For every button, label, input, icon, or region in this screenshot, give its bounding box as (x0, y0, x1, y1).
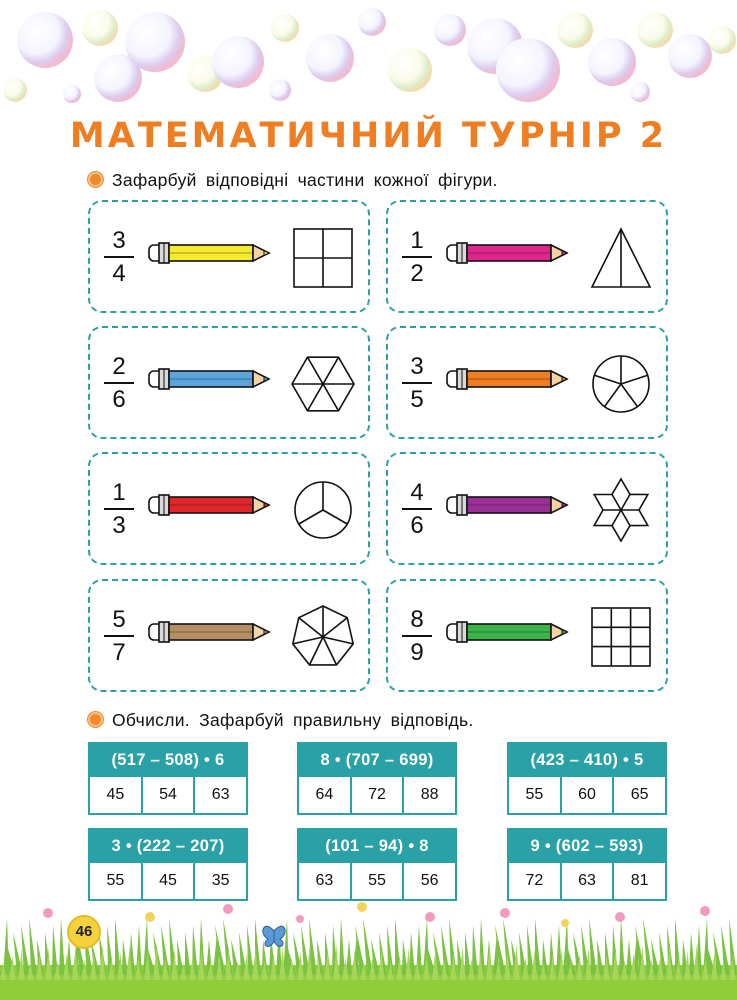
fraction-denominator: 2 (410, 260, 424, 287)
fraction-numerator: 4 (410, 479, 424, 506)
answer-option[interactable]: 63 (315, 872, 334, 889)
fraction-bar (402, 382, 432, 384)
fraction-card (88, 579, 370, 692)
fraction-card (88, 200, 370, 313)
fraction-numerator: 8 (410, 606, 424, 633)
fraction-card (386, 200, 668, 313)
fraction (402, 227, 432, 287)
exercise-box (507, 828, 667, 901)
fraction-numerator: 5 (112, 606, 126, 633)
answer-row (90, 863, 246, 899)
exercise-box (88, 828, 248, 901)
exercise-box (88, 742, 248, 815)
exercise-box (507, 742, 667, 815)
pencil-icon (148, 240, 276, 266)
fraction-denominator: 9 (410, 639, 424, 666)
grass-decoration (0, 895, 737, 1000)
fraction-denominator: 3 (112, 512, 126, 539)
fraction-numerator: 3 (112, 227, 126, 254)
answer-option[interactable]: 64 (315, 786, 334, 803)
answer-option[interactable]: 72 (525, 872, 544, 889)
exercise-expression: 9 • (602 – 593) (509, 830, 665, 863)
circle-5-shape-icon[interactable] (588, 351, 654, 417)
fraction (402, 479, 432, 539)
fraction-bar (104, 635, 134, 637)
fraction-numerator: 3 (410, 353, 424, 380)
answer-option[interactable]: 45 (106, 786, 125, 803)
triangle-2-shape-icon[interactable] (588, 225, 654, 291)
answer-row (509, 863, 665, 899)
exercise-expression: 8 • (707 – 699) (299, 744, 455, 777)
answer-option[interactable]: 81 (612, 863, 665, 899)
circle-3-shape-icon[interactable] (290, 477, 356, 543)
exercise-expression: (517 – 508) • 6 (90, 744, 246, 777)
fraction-denominator: 7 (112, 639, 126, 666)
pencil-icon (148, 492, 276, 518)
answer-option[interactable]: 35 (193, 863, 246, 899)
fraction-bar (402, 256, 432, 258)
exercise-box (297, 828, 457, 901)
page-number: 46 (67, 915, 101, 949)
exercise-box (297, 742, 457, 815)
task1-instruction (88, 170, 498, 191)
answer-option[interactable]: 55 (525, 786, 544, 803)
bullet-icon (88, 712, 103, 727)
fraction (104, 227, 134, 287)
butterfly-icon (263, 926, 285, 946)
fraction (104, 606, 134, 666)
bullet-icon (88, 172, 103, 187)
task1-instruction-text: Зафарбуй відповідні частини кожної фігури. (112, 170, 498, 190)
answer-row (299, 863, 455, 899)
fraction-card (386, 452, 668, 565)
task2-instruction (88, 710, 474, 731)
fraction-card (386, 326, 668, 439)
answer-option[interactable]: 63 (560, 863, 613, 899)
answer-row (90, 777, 246, 813)
fraction-card (386, 579, 668, 692)
answer-option[interactable]: 55 (106, 872, 125, 889)
pencil-icon (148, 619, 276, 645)
pencil-icon (446, 619, 574, 645)
fraction-bar (104, 256, 134, 258)
answer-option[interactable]: 55 (350, 863, 403, 899)
fraction-numerator: 2 (112, 353, 126, 380)
flowers-icon (43, 902, 710, 927)
fraction (104, 479, 134, 539)
page-title: МАТЕМАТИЧНИЙ ТУРНІР 2 (69, 116, 668, 156)
pencil-icon (148, 366, 276, 392)
exercise-expression: 3 • (222 – 207) (90, 830, 246, 863)
heptagon-7-shape-icon[interactable] (290, 604, 356, 670)
fraction-denominator: 6 (112, 386, 126, 413)
star-6-shape-icon[interactable] (588, 477, 654, 543)
fraction-numerator: 1 (410, 227, 424, 254)
answer-option[interactable]: 45 (141, 863, 194, 899)
hexagon-6-shape-icon[interactable] (290, 351, 356, 417)
exercise-expression: (101 – 94) • 8 (299, 830, 455, 863)
fraction-bar (402, 508, 432, 510)
fraction-bar (104, 382, 134, 384)
exercise-expression: (423 – 410) • 5 (509, 744, 665, 777)
pencil-icon (446, 492, 574, 518)
fraction (402, 353, 432, 413)
fraction-bar (402, 635, 432, 637)
bubbles-decoration (0, 0, 737, 110)
fraction (104, 353, 134, 413)
answer-option[interactable]: 63 (193, 777, 246, 813)
fraction-denominator: 6 (410, 512, 424, 539)
answer-row (299, 777, 455, 813)
task2-instruction-text: Обчисли. Зафарбуй правильну відповідь. (112, 710, 474, 730)
pencil-icon (446, 366, 574, 392)
answer-option[interactable]: 88 (402, 777, 455, 813)
answer-row (509, 777, 665, 813)
fraction-bar (104, 508, 134, 510)
fraction-card (88, 326, 370, 439)
square-4-shape-icon[interactable] (290, 225, 356, 291)
answer-option[interactable]: 72 (350, 777, 403, 813)
fraction-denominator: 4 (112, 260, 126, 287)
pencil-icon (446, 240, 574, 266)
fraction (402, 606, 432, 666)
square-9-shape-icon[interactable] (588, 604, 654, 670)
fraction-numerator: 1 (112, 479, 126, 506)
answer-option[interactable]: 54 (141, 777, 194, 813)
answer-option[interactable]: 65 (612, 777, 665, 813)
answer-option[interactable]: 56 (402, 863, 455, 899)
fraction-denominator: 5 (410, 386, 424, 413)
fraction-card (88, 452, 370, 565)
answer-option[interactable]: 60 (560, 777, 613, 813)
